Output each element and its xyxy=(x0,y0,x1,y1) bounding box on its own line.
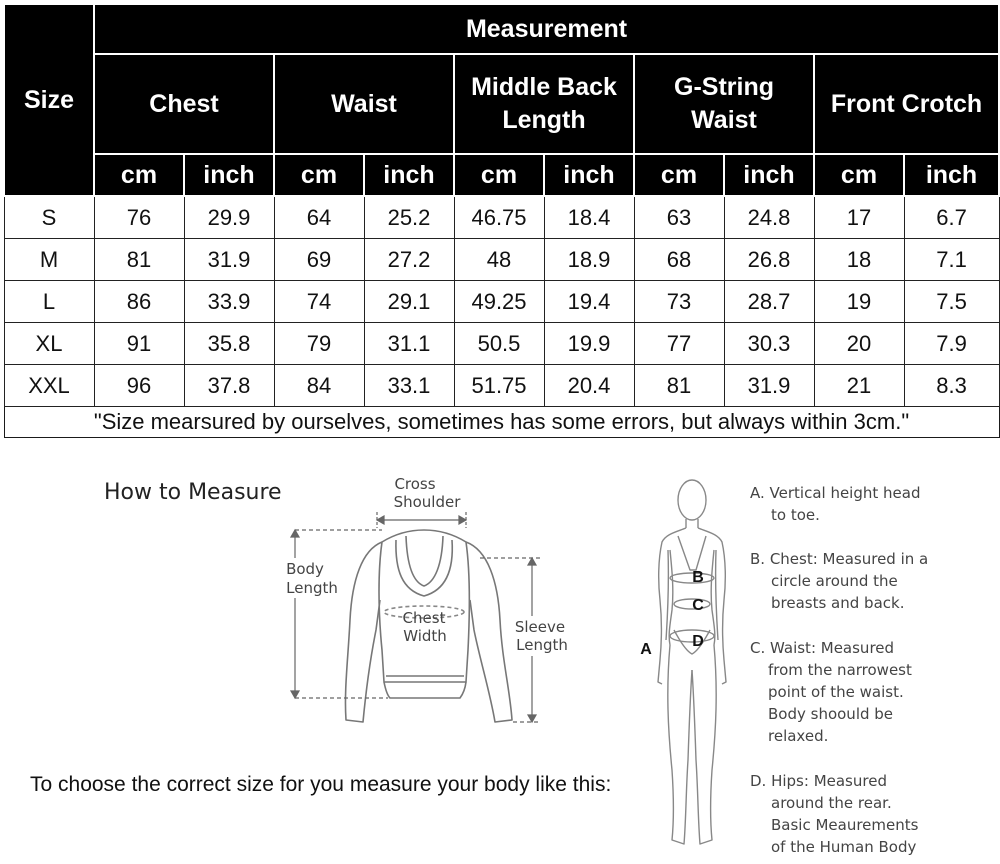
description-d-line: around the rear. xyxy=(771,794,892,812)
value-cell: 37.8 xyxy=(184,365,274,407)
value-cell: 86 xyxy=(94,281,184,323)
value-cell: 64 xyxy=(274,196,364,239)
value-cell: 7.1 xyxy=(904,239,999,281)
size-cell: M xyxy=(4,239,94,281)
cross-shoulder-label-line1: Cross xyxy=(394,475,436,493)
sleeve-length-label-line1: Sleeve xyxy=(514,618,566,636)
sleeve-length-label-line2: Length xyxy=(516,636,568,654)
value-cell: 30.3 xyxy=(724,323,814,365)
figure-label-c: C xyxy=(692,597,704,614)
group-header-front-crotch: Front Crotch xyxy=(814,54,999,154)
value-cell: 31.9 xyxy=(724,365,814,407)
value-cell: 8.3 xyxy=(904,365,999,407)
value-cell: 63 xyxy=(634,196,724,239)
value-cell: 24.8 xyxy=(724,196,814,239)
size-cell: XL xyxy=(4,323,94,365)
description-b-line: breasts and back. xyxy=(771,594,905,612)
value-cell: 49.25 xyxy=(454,281,544,323)
value-cell: 28.7 xyxy=(724,281,814,323)
description-b-line: B. Chest: Measured in a xyxy=(750,550,929,568)
value-cell: 29.9 xyxy=(184,196,274,239)
value-cell: 19 xyxy=(814,281,904,323)
description-a-line: to toe. xyxy=(771,506,820,524)
size-cell: XXL xyxy=(4,365,94,407)
description-d xyxy=(750,770,990,858)
size-header: Size xyxy=(4,4,94,196)
value-cell: 21 xyxy=(814,365,904,407)
value-cell: 79 xyxy=(274,323,364,365)
unit-header: inch xyxy=(184,154,274,196)
table-row xyxy=(4,281,999,323)
description-c-line: from the narrowest xyxy=(768,661,912,679)
value-cell: 50.5 xyxy=(454,323,544,365)
value-cell: 81 xyxy=(634,365,724,407)
group-header-g-string-waist: G-String Waist xyxy=(634,54,814,154)
body-length-arrow xyxy=(291,530,388,698)
value-cell: 31.1 xyxy=(364,323,454,365)
value-cell: 91 xyxy=(94,323,184,365)
description-b xyxy=(750,548,990,614)
value-cell: 33.1 xyxy=(364,365,454,407)
chest-width-label-line1: Chest xyxy=(402,609,446,627)
description-d-line: Basic Meaurements xyxy=(771,816,919,834)
unit-header: cm xyxy=(94,154,184,196)
description-d-line: D. Hips: Measured xyxy=(750,772,887,790)
unit-header: inch xyxy=(364,154,454,196)
value-cell: 17 xyxy=(814,196,904,239)
description-b-line: circle around the xyxy=(771,572,898,590)
value-cell: 81 xyxy=(94,239,184,281)
unit-header: inch xyxy=(724,154,814,196)
value-cell: 31.9 xyxy=(184,239,274,281)
unit-header: inch xyxy=(904,154,999,196)
value-cell: 73 xyxy=(634,281,724,323)
body-length-label-line1: Body xyxy=(286,560,324,578)
description-d-line: of the Human Body xyxy=(771,838,917,856)
size-note: "Size mearsured by ourselves, sometimes has some errors, but always within 3cm." xyxy=(4,407,999,438)
value-cell: 69 xyxy=(274,239,364,281)
value-cell: 18.4 xyxy=(544,196,634,239)
value-cell: 25.2 xyxy=(364,196,454,239)
size-table-body xyxy=(4,196,999,407)
measurement-header: Measurement xyxy=(94,4,999,54)
table-row xyxy=(4,239,999,281)
value-cell: 19.9 xyxy=(544,323,634,365)
value-cell: 26.8 xyxy=(724,239,814,281)
value-cell: 77 xyxy=(634,323,724,365)
unit-header: inch xyxy=(544,154,634,196)
value-cell: 84 xyxy=(274,365,364,407)
unit-header: cm xyxy=(454,154,544,196)
value-cell: 20 xyxy=(814,323,904,365)
value-cell: 18 xyxy=(814,239,904,281)
description-a-line: A. Vertical height head xyxy=(750,484,921,502)
value-cell: 18.9 xyxy=(544,239,634,281)
figure-label-d: D xyxy=(692,633,704,650)
value-cell: 6.7 xyxy=(904,196,999,239)
chest-width-label-line2: Width xyxy=(403,627,447,645)
description-c-line: C. Waist: Measured xyxy=(750,639,895,657)
value-cell: 27.2 xyxy=(364,239,454,281)
unit-header: cm xyxy=(274,154,364,196)
table-row xyxy=(4,365,999,407)
unit-header: cm xyxy=(634,154,724,196)
how-to-measure-title: How to Measure xyxy=(104,480,282,505)
size-cell: S xyxy=(4,196,94,239)
description-a xyxy=(750,482,990,526)
size-chart-table xyxy=(3,3,1000,438)
value-cell: 7.9 xyxy=(904,323,999,365)
value-cell: 19.4 xyxy=(544,281,634,323)
table-row xyxy=(4,323,999,365)
cross-shoulder-arrow xyxy=(377,512,466,528)
value-cell: 33.9 xyxy=(184,281,274,323)
value-cell: 46.75 xyxy=(454,196,544,239)
unit-header: cm xyxy=(814,154,904,196)
figure-label-a: A xyxy=(640,641,652,658)
group-header-waist: Waist xyxy=(274,54,454,154)
table-row xyxy=(4,196,999,239)
value-cell: 96 xyxy=(94,365,184,407)
value-cell: 20.4 xyxy=(544,365,634,407)
group-header-middle-back-length: Middle Back Length xyxy=(454,54,634,154)
choose-size-instruction: To choose the correct size for you measure your body like this: xyxy=(30,773,612,796)
description-c-line: Body shoould be xyxy=(768,705,894,723)
description-c xyxy=(750,637,990,747)
value-cell: 48 xyxy=(454,239,544,281)
group-header-chest: Chest xyxy=(94,54,274,154)
value-cell: 35.8 xyxy=(184,323,274,365)
value-cell: 7.5 xyxy=(904,281,999,323)
value-cell: 51.75 xyxy=(454,365,544,407)
figure-label-b: B xyxy=(692,569,704,586)
value-cell: 29.1 xyxy=(364,281,454,323)
body-figure-diagram xyxy=(632,470,747,860)
body-length-label-line2: Length xyxy=(286,579,338,597)
value-cell: 74 xyxy=(274,281,364,323)
body-figure-outline xyxy=(658,480,726,844)
value-cell: 68 xyxy=(634,239,724,281)
cross-shoulder-label-line2: Shoulder xyxy=(393,493,461,511)
value-cell: 76 xyxy=(94,196,184,239)
size-cell: L xyxy=(4,281,94,323)
description-c-line: point of the waist. xyxy=(768,683,904,701)
garment-measure-diagram xyxy=(270,470,590,740)
description-c-line: relaxed. xyxy=(768,727,829,745)
